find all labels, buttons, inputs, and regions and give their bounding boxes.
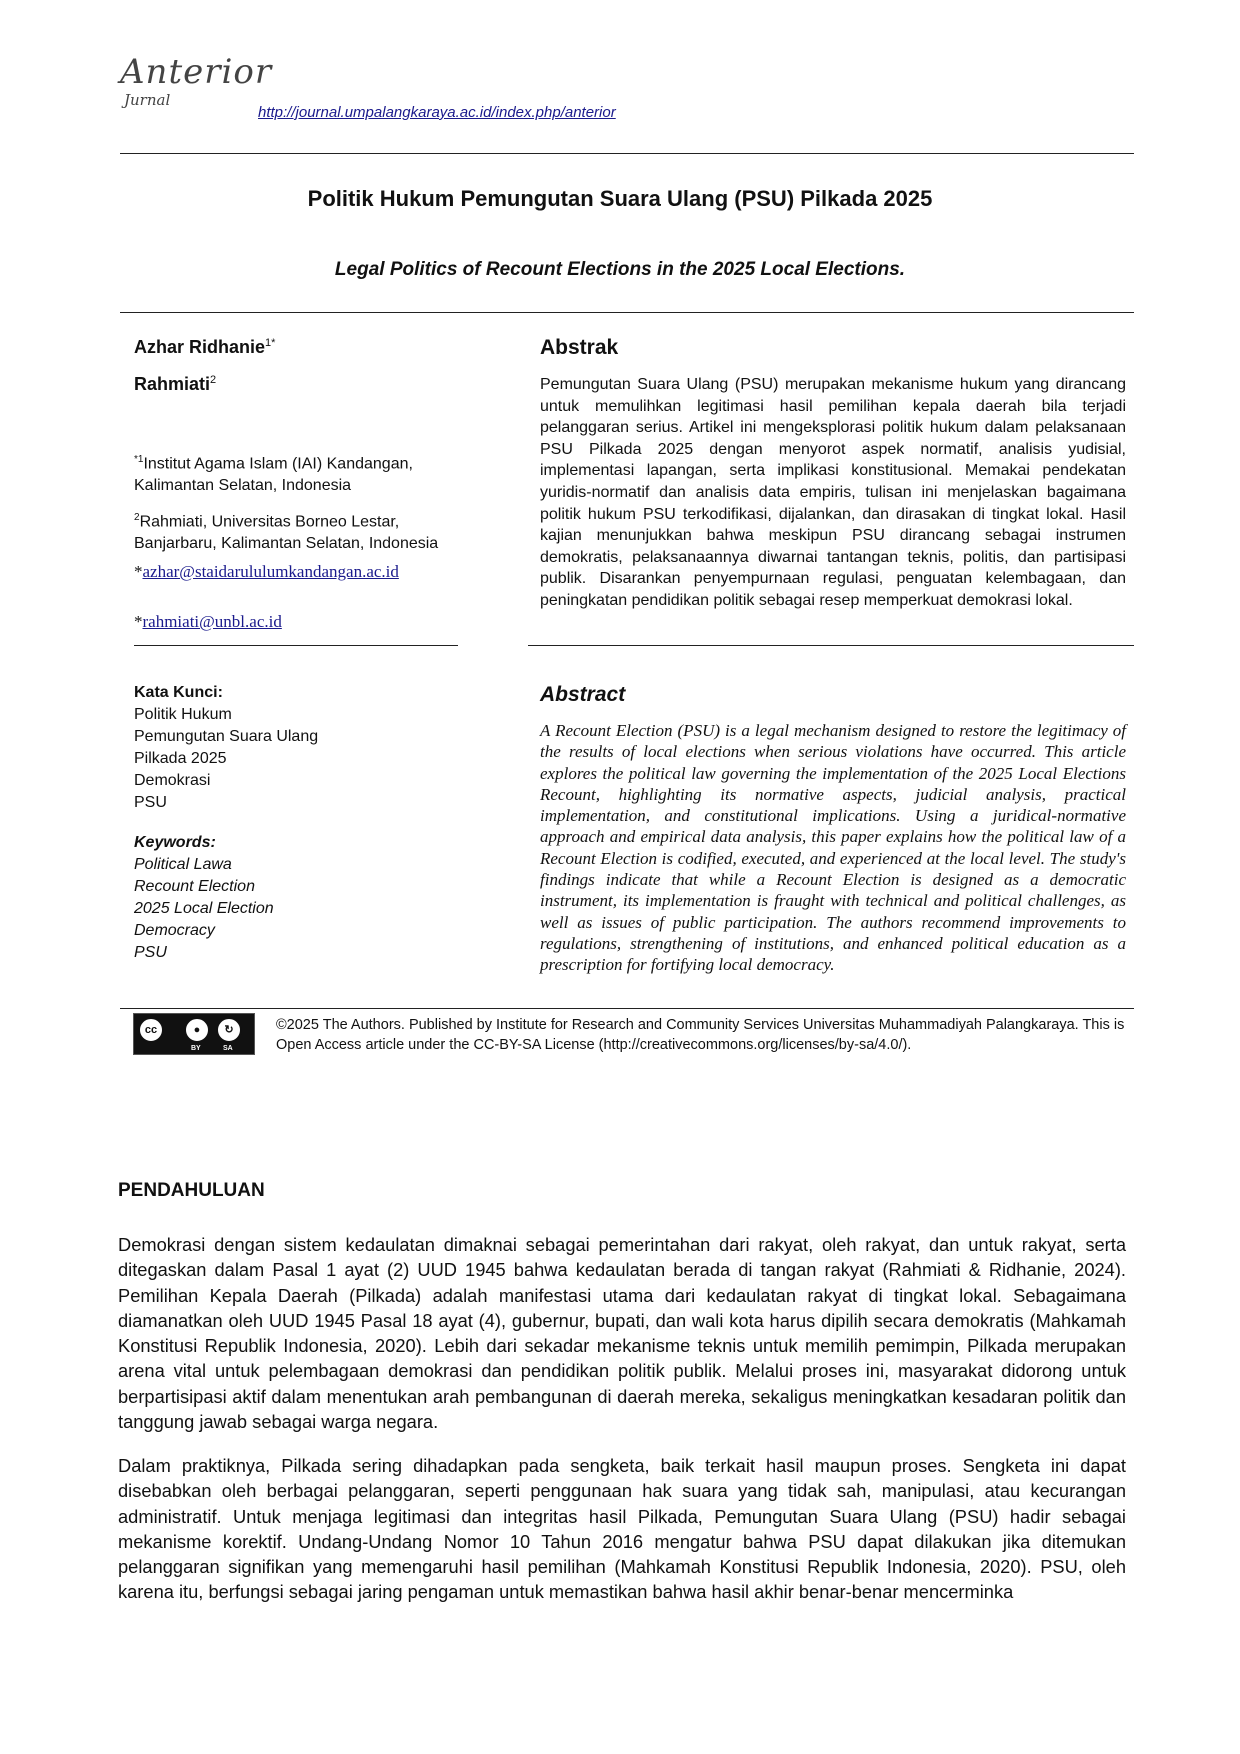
keywords-block [134,682,454,964]
abstract-heading: Abstract [540,683,626,706]
affiliation: $^2$Rahmiati, Universitas Borneo Lestar, Banjarbaru, Kalimantan Selatan, Indonesia [134,512,439,553]
keyword-item: Political Lawa [134,856,232,873]
abstrak-heading: Abstrak [540,336,619,359]
keyword-item: PSU [134,794,167,811]
abstrak-text: Pemungutan Suara Ulang (PSU) merupakan mekanisme hukum yang dirancang untuk memulihkan legitimasi hasil pemilihan kepala daerah bila terjadi pelanggaran serius. Artikel ini mengeksplorasi politik hukum dalam pelaksanaan PSU Pilkada 2025 dengan menyorot aspek normatif, analisis yudisial, implementasi lapangan, serta implikasi konstitusional. Memakai pendekatan yuridis-normatif dan analisis data empiris, tulisan ini menjelaskan bagaimana politik hukum PSU terkodifikasi, dijalankan, dan dirasakan di tingkat lokal. Hasil kajian menunjukkan bahwa meskipun PSU dirancang sebagai instrumen demokratis, pelaksanaannya diwarnai tantangan teknis, politis, dan partisipasi publik. Disarankan penyempurnaan regulasi, penguatan kelembagaan, dan peningkatan pendidikan politik sebagai resep memperkuat demokrasi lokal. [540,376,1126,609]
license-text: ©2025 The Authors. Published by Institute for Research and Community Services Universitas Muhammadiyah Palangkaraya. This is Open Access article under the CC-BY-SA License (http://creativecommons.org/licenses/by-sa/4.0/). [276,1017,1125,1053]
journal-logo-sub: Jurnal [124,91,171,109]
share-alike-icon: ↻ [216,1017,242,1043]
email-link[interactable]: rahmiati@unbl.ac.id [142,612,282,631]
keywords-en-heading: Keywords: [134,834,216,851]
author-name: Azhar Ridhanie$^{1*}$ [134,337,276,357]
keyword-item: Politik Hukum [134,706,232,723]
keyword-item: Pemungutan Suara Ulang [134,728,319,745]
author-name: Rahmiati$^2$ [134,374,217,394]
paper-title: Politik Hukum Pemungutan Suara Ulang (PSU) Pilkada 2025 [307,186,933,211]
paper-subtitle-english: Legal Politics of Recount Elections in the 2025 Local Elections. [334,259,906,280]
sa-label: SA [223,1045,233,1052]
affiliation: $^{*1}$Institut Agama Islam (IAI) Kandangan, Kalimantan Selatan, Indonesia [134,454,413,495]
body-paragraph: Demokrasi dengan sistem kedaulatan dimaknai sebagai pemerintahan dari rakyat, oleh rakyat, dan untuk rakyat, serta ditegaskan dalam Pasal 1 ayat (2) UUD 1945 bahwa kedaulatan berada di tangan rakyat (Rahmiati & Ridhanie, 2024). Pemilihan Kepala Daerah (Pilkada) adalah manifestasi utama dari kedaulatan rakyat di tingkat lokal. Sebagaimana diamanatkan oleh UUD 1945 Pasal 18 ayat (4), gubernur, bupati, dan wali kota harus dipilih secara demokratis (Mahkamah Konstitusi Republik Indonesia, 2020). Lebih dari sekadar mekanisme teknis untuk memilih pemimpin, Pilkada merupakan arena vital untuk pelembagaan demokrasi dan pendidikan politik publik. Melalui proses ini, masyarakat didorong untuk berpartisipasi aktif dalam menentukan arah pembangunan di daerah mereka, sekaligus meningkatkan kesadaran politik dan tanggung jawab sebagai warga negara. [118,1234,1126,1433]
body-paragraph: Dalam praktiknya, Pilkada sering dihadapkan pada sengketa, baik terkait hasil maupun proses. Sengketa ini dapat disebabkan oleh berbagai pelanggaran, seperti penggunaan hak suara yang tidak sah, manipulasi, atau kecurangan administratif. Untuk menjaga legitimasi dan integritas hasil Pilkada, Pemungutan Suara Ulang (PSU) hadir sebagai mekanisme korektif. Undang-Undang Nomor 10 Tahun 2016 mengatur bahwa PSU dapat dilakukan jika ditemukan pelanggaran signifikan yang memengaruhi hasil pemilihan (Mahkamah Konstitusi Republik Indonesia, 2020). PSU, oleh karena itu, berfungsi sebagai jaring pengaman untuk memastikan bahwa hasil akhir benar-benar mencerminka [118,1455,1126,1603]
email-link[interactable]: azhar@staidarululumkandangan.ac.id [142,562,399,581]
keyword-item: PSU [134,944,167,961]
cc-by-sa-badge [133,1013,255,1055]
keyword-item: Recount Election [134,878,255,895]
keyword-item: Pilkada 2025 [134,750,227,767]
keywords-id-heading: Kata Kunci: [134,684,223,701]
license-divider [120,1008,1134,1009]
keyword-item: 2025 Local Election [134,900,274,917]
journal-url-link[interactable]: http://journal.umpalangkaraya.ac.id/index.php/anterior [258,104,616,121]
abstract-text: A Recount Election (PSU) is a legal mechanism designed to restore the legitimacy of the results of local elections when serious violations have occurred. This article explores the political law governing the implementation of the 2025 Local Elections Recount, highlighting its normative aspects, judicial analysis, practical implementation, and constitutional implications. Using a juridical-normative approach and empirical data analysis, this paper explains how the political law of a Recount Election is codified, executed, and experienced at the local level. The study's findings indicate that while a Recount Election is designed as a democratic instrument, its implementation is fraught with technical and political challenges, as well as issues of public participation. The authors recommend improvements to regulations, strengthening of institutions, and enhanced political education as a prescription for fortifying local democracy. [540,721,1126,975]
author-email: *rahmiati@unbl.ac.id [134,612,282,631]
author-email: *azhar@staidarululumkandangan.ac.id [134,562,399,581]
keyword-item: Demokrasi [134,772,211,789]
title-divider [120,312,1134,313]
journal-logo-main: Anterior [120,52,273,92]
cc-icon: cc [138,1017,164,1043]
keyword-item: Democracy [134,922,215,939]
person-icon: ● [184,1017,210,1043]
header-divider [120,153,1134,154]
author-block-divider [134,645,458,646]
section-heading: PENDAHULUAN [118,1180,265,1201]
by-label: BY [191,1045,201,1052]
journal-logo [120,52,272,108]
abstrak-divider [528,645,1134,646]
